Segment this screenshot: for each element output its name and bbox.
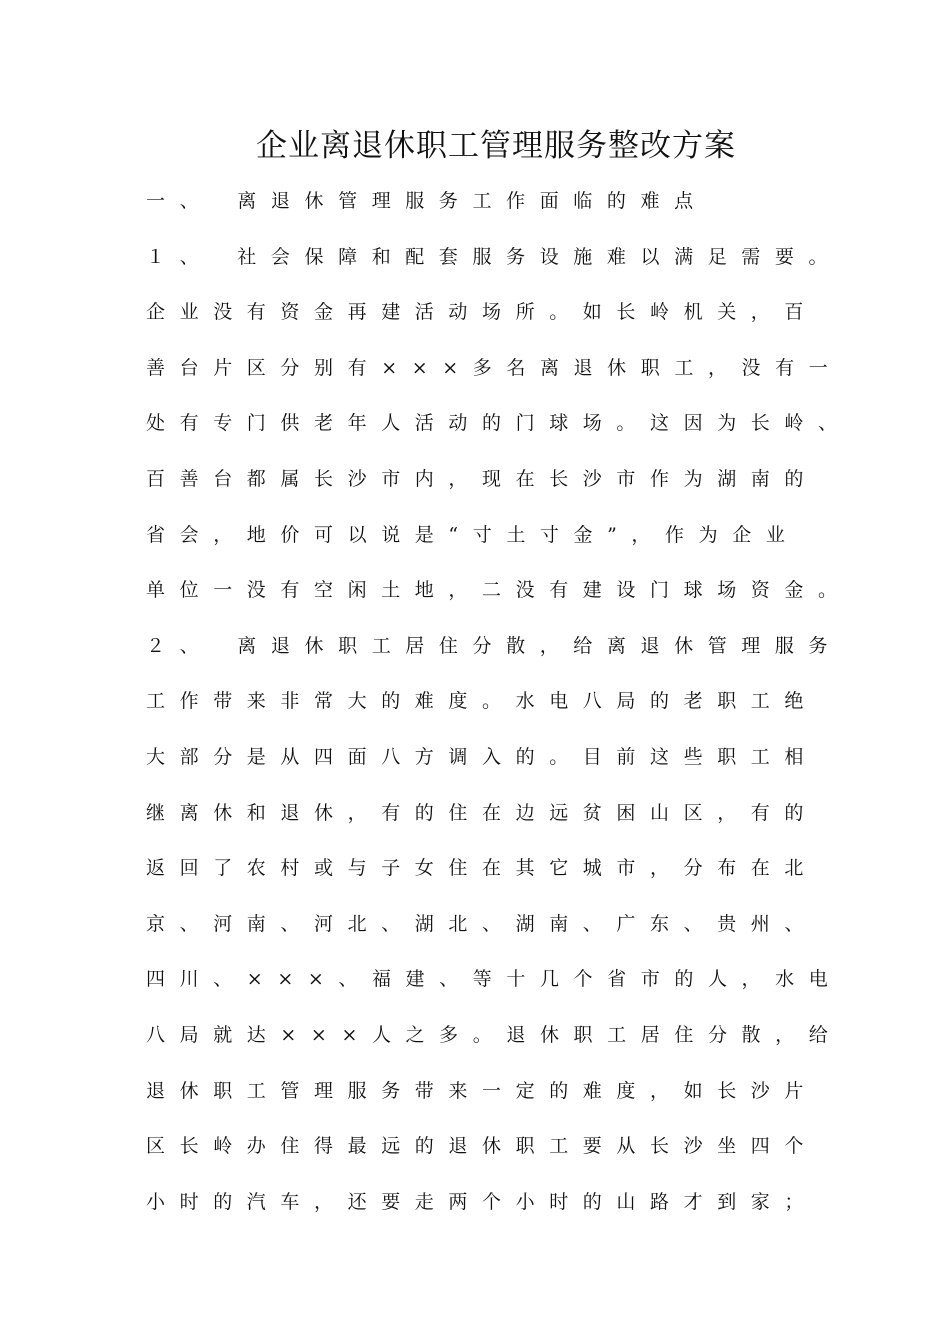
body-line: 百善台都属长沙市内，现在长沙市作为湖南的 xyxy=(146,467,819,490)
document-body xyxy=(146,183,852,1239)
body-line: 退休职工管理服务带来一定的难度，如长沙片 xyxy=(146,1079,819,1102)
body-line: 继离休和退休，有的住在边远贫困山区，有的 xyxy=(146,801,819,824)
body-line: 单位一没有空闲土地，二没有建设门球场资金。 xyxy=(146,579,852,602)
body-line: 返回了农村或与子女住在其它城市，分布在北 xyxy=(146,857,819,880)
body-line: 小时的汽车，还要走两个小时的山路才到家； xyxy=(146,1190,819,1213)
body-line: 善台片区分别有×××多名离退休职工，没有一 xyxy=(146,356,843,379)
body-line: 一、 离退休管理服务工作面临的难点 xyxy=(146,190,708,212)
body-line: ２、 离退休职工居住分散，给离退休管理服务 xyxy=(146,634,843,657)
body-line: 工作带来非常大的难度。水电八局的老职工绝 xyxy=(146,690,819,713)
body-line: 企业没有资金再建活动场所。如长岭机关，百 xyxy=(146,301,819,324)
body-line: 处有专门供老年人活动的门球场。这因为长岭、 xyxy=(146,412,852,435)
body-line: 京、河南、河北、湖北、湖南、广东、贵州、 xyxy=(146,912,819,935)
body-line: 四川、×××、福建、等十几个省市的人，水电 xyxy=(146,968,843,991)
document-title: 企业离退休职工管理服务整改方案 xyxy=(256,128,736,164)
body-line: １、 社会保障和配套服务设施难以满足需要。 xyxy=(146,245,843,268)
body-line: 区长岭办住得最远的退休职工要从长沙坐四个 xyxy=(146,1135,819,1158)
body-line: 省会，地价可以说是“寸土寸金”，作为企业 xyxy=(146,523,800,546)
body-line: 大部分是从四面八方调入的。目前这些职工相 xyxy=(146,745,819,768)
body-line: 八局就达×××人之多。退休职工居住分散，给 xyxy=(146,1023,843,1046)
